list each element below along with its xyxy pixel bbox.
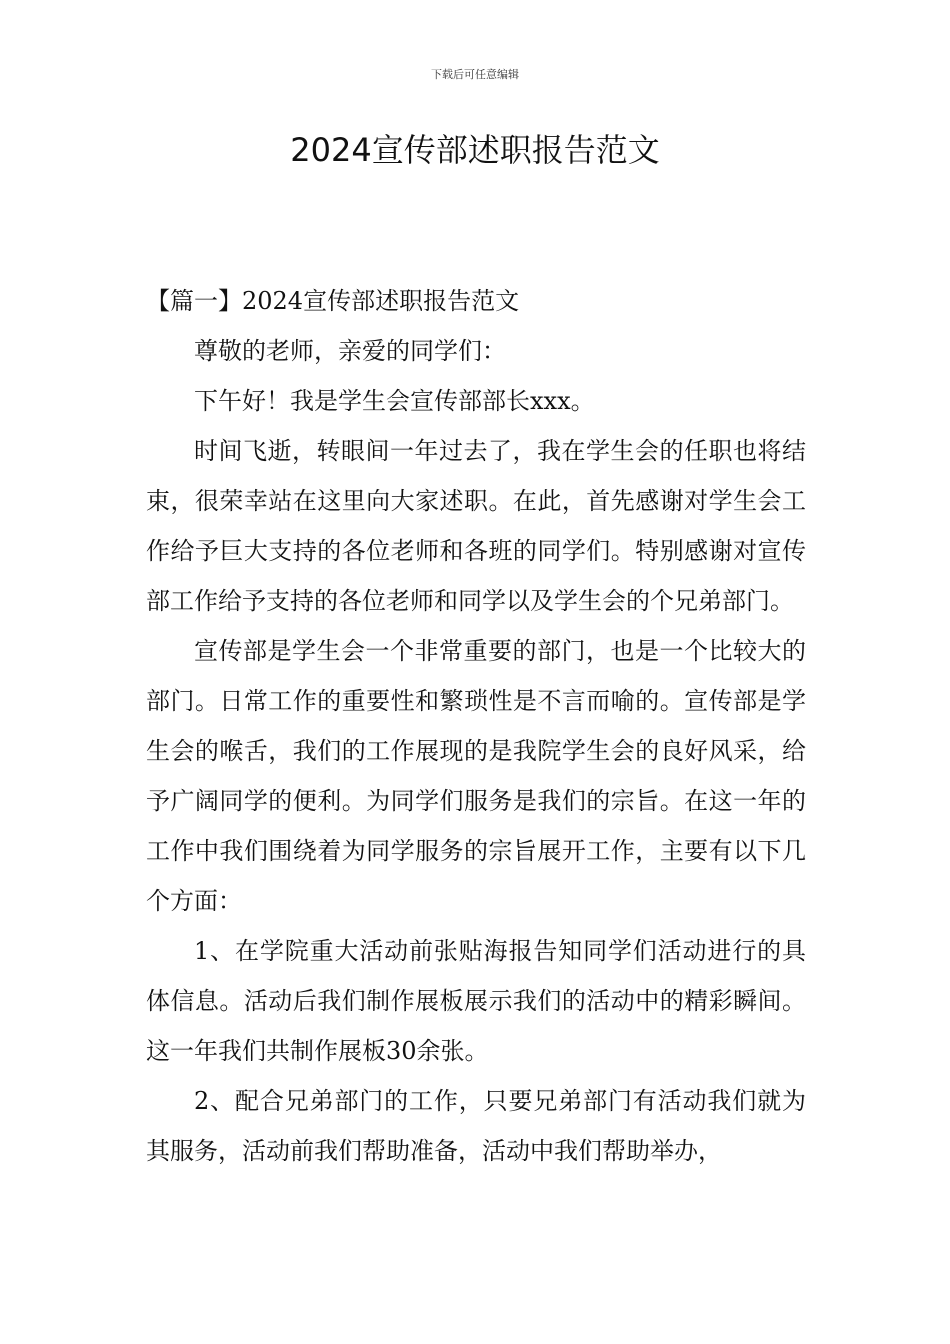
paragraph-greeting: 下午好！我是学生会宣传部部长xxx。 [194,387,595,415]
document-title: 2024宣传部述职报告范文 [290,131,660,169]
paragraph-item-1: 1、在学院重大活动前张贴海报告知同学们活动进行的具体信息。活动后我们制作展板展示我们的活动中的精彩瞬间。这一年我们共制作展板30余张。 [146,937,806,1065]
section-heading: 【篇一】2024宣传部述职报告范文 [146,287,520,315]
document-body [146,276,806,1176]
paragraph-salutation: 尊敬的老师，亲爱的同学们： [194,337,506,365]
paragraph-item-2: 2、配合兄弟部门的工作，只要兄弟部门有活动我们就为其服务，活动前我们帮助准备，活动中我们帮助举办， [146,1087,806,1165]
page-header-note: 下载后可任意编辑 [431,68,519,81]
paragraph-intro: 时间飞逝，转眼间一年过去了，我在学生会的任职也将结束，很荣幸站在这里向大家述职。在此，首先感谢对学生会工作给予巨大支持的各位老师和各班的同学们。特别感谢对宣传部工作给予支持的各位老师和同学以及学生会的个兄弟部门。 [146,437,806,615]
paragraph-department-role: 宣传部是学生会一个非常重要的部门，也是一个比较大的部门。日常工作的重要性和繁琐性是不言而喻的。宣传部是学生会的喉舌，我们的工作展现的是我院学生会的良好风采，给予广阔同学的便利。为同学们服务是我们的宗旨。在这一年的工作中我们围绕着为同学服务的宗旨展开工作，主要有以下几个方面： [146,637,806,915]
